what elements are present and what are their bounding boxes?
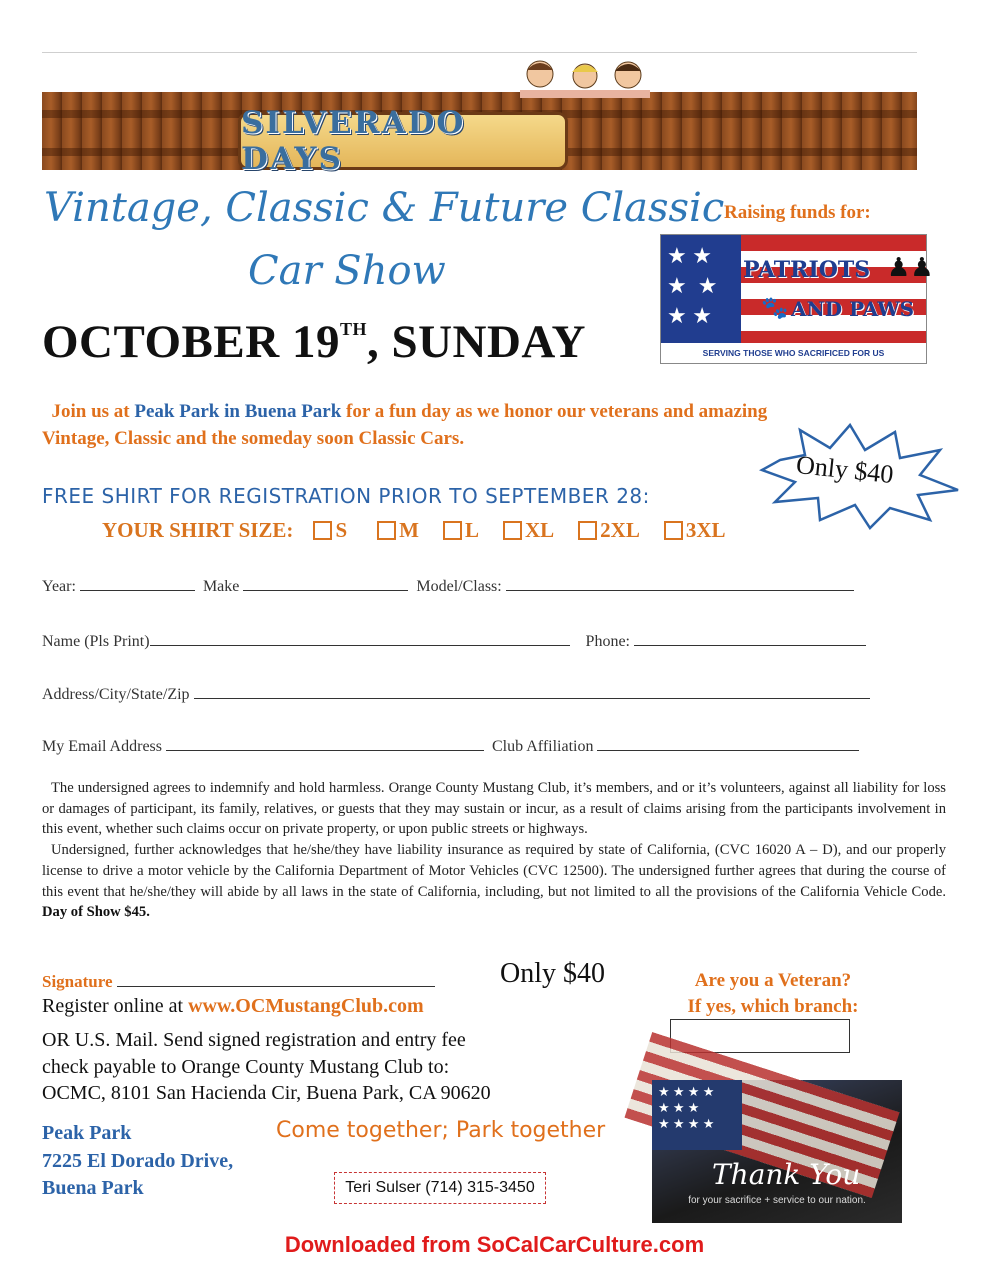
mail-instructions: OR U.S. Mail. Send signed registration and entry fee check payable to Orange County Mustang Club to: OCMC, 8101 San Hacienda Cir, Buena Park, CA 90620 xyxy=(42,1027,602,1107)
form-row-address xyxy=(42,684,870,704)
club-label: Club Affiliation xyxy=(492,738,594,755)
model-label: Model/Class: xyxy=(416,578,502,595)
event-title-line2: Car Show xyxy=(248,248,446,294)
veteran-question: Are you a Veteran? If yes, which branch: xyxy=(687,970,859,1017)
email-field[interactable] xyxy=(166,736,484,751)
name-field[interactable] xyxy=(150,631,570,646)
waiver-paragraph-1: The undersigned agrees to indemnify and hold harmless. Orange County Mustang Club, it’s members, and or it’s volunteers, against all liability for loss or damages of participant, its family, relatives, or guests that they may sustain or incur, as a result of claims arising from the participants involvement in this event, whether such claims occur on private property, or upon public streets or highways. xyxy=(42,780,946,838)
intro-text: Join us at Peak Park in Buena Park for a fun day as we honor our veterans and amazing Vintage, Classic and the someday soon Classic Cars. xyxy=(42,401,768,449)
checkbox-icon xyxy=(313,521,332,540)
stars-icon: ★ ★ ★ ★ ★ ★ xyxy=(667,243,718,328)
kids-illustration xyxy=(500,56,670,98)
club-field[interactable] xyxy=(597,736,859,751)
logo-text: SILVERADO DAYS xyxy=(241,105,466,177)
form-row-email xyxy=(42,736,859,756)
price-bottom: Only $40 xyxy=(500,958,605,989)
contact-box: Teri Sulser (714) 315-3450 xyxy=(334,1172,546,1204)
raising-funds-label: Raising funds for: xyxy=(724,202,871,223)
model-field[interactable] xyxy=(506,576,854,591)
thank-you-subtitle: for your sacrifice + service to our nation. xyxy=(688,1195,866,1206)
checkbox-icon xyxy=(578,521,597,540)
year-label: Year: xyxy=(42,578,76,595)
phone-field[interactable] xyxy=(634,631,866,646)
footer-credit: Downloaded from SoCalCarCulture.com xyxy=(284,1232,705,1257)
checkbox-icon xyxy=(443,521,462,540)
shirt-size-label: YOUR SHIRT SIZE: xyxy=(102,518,294,542)
size-option-2xl[interactable]: 2XL xyxy=(578,518,640,543)
waiver-paragraph-2: Undersigned, further acknowledges that he/she/they have liability insurance as required by state of California, (CVC 16020 A – D), and our properly license to drive a motor vehicle by the California Department of Motor Vehicles (CVC 12500). The undersigned further agrees that during the course of this event that he/she/they will abide by all laws in the state of California, including, but not limited to all the provisions of the California Vehicle Code. xyxy=(42,842,946,900)
thank-you-title: Thank You xyxy=(712,1158,861,1191)
size-option-m[interactable]: M xyxy=(377,518,419,543)
mailing-address: OCMC, 8101 San Hacienda Cir, Buena Park, CA 90620 xyxy=(42,1082,491,1104)
signature-row xyxy=(42,970,435,992)
logo-patriots: PATRIOTS xyxy=(743,257,871,283)
make-field[interactable] xyxy=(243,576,408,591)
phone-label: Phone: xyxy=(585,633,630,650)
size-option-3xl[interactable]: 3XL xyxy=(664,518,726,543)
logo-tagline: SERVING THOSE WHO SACRIFICED FOR US xyxy=(661,343,926,363)
patriots-and-paws-logo xyxy=(660,234,934,364)
register-online: Register online at www.OCMustangClub.com xyxy=(42,995,424,1017)
event-date: OCTOBER 19TH, SUNDAY xyxy=(42,316,587,368)
address-field[interactable] xyxy=(194,684,870,699)
size-option-s[interactable]: S xyxy=(313,518,347,543)
form-row-vehicle xyxy=(42,576,854,596)
location-address: Peak Park 7225 El Dorado Drive, Buena Park xyxy=(42,1122,234,1199)
paw-icon: 🐾 xyxy=(761,295,789,320)
soldiers-icon: ♟♟ xyxy=(887,253,934,282)
signature-label: Signature xyxy=(42,972,113,991)
make-label: Make xyxy=(202,578,240,595)
form-row-name xyxy=(42,631,866,651)
day-of-show-price: Day of Show $45. xyxy=(42,904,150,921)
size-option-l[interactable]: L xyxy=(443,518,479,543)
logo-and-paws: AND PAWS xyxy=(791,297,915,321)
shirt-size-selector xyxy=(102,518,726,543)
checkbox-icon xyxy=(377,521,396,540)
signature-field[interactable] xyxy=(117,970,435,987)
email-label: My Email Address xyxy=(42,738,162,755)
year-field[interactable] xyxy=(80,576,195,591)
price-burst-text: Only $40 xyxy=(794,449,895,490)
checkbox-icon xyxy=(664,521,683,540)
top-rule xyxy=(42,52,917,53)
address-label: Address/City/State/Zip xyxy=(42,686,190,703)
name-label: Name (Pls Print) xyxy=(42,633,150,650)
silverado-days-logo xyxy=(238,105,568,177)
stars-icon: ★ ★ ★ ★ ★ ★ ★ ★ ★ ★ ★ xyxy=(658,1084,715,1131)
free-shirt-notice: FREE SHIRT FOR REGISTRATION PRIOR TO SEPTEMBER 28: xyxy=(42,484,650,508)
event-title-line1: Vintage, Classic & Future Classic xyxy=(44,185,725,231)
thank-you-image xyxy=(652,1080,902,1223)
liability-waiver xyxy=(42,778,946,923)
website-link[interactable]: www.OCMustangClub.com xyxy=(188,995,424,1017)
slogan: Come together; Park together xyxy=(276,1118,606,1143)
size-option-xl[interactable]: XL xyxy=(503,518,554,543)
checkbox-icon xyxy=(503,521,522,540)
